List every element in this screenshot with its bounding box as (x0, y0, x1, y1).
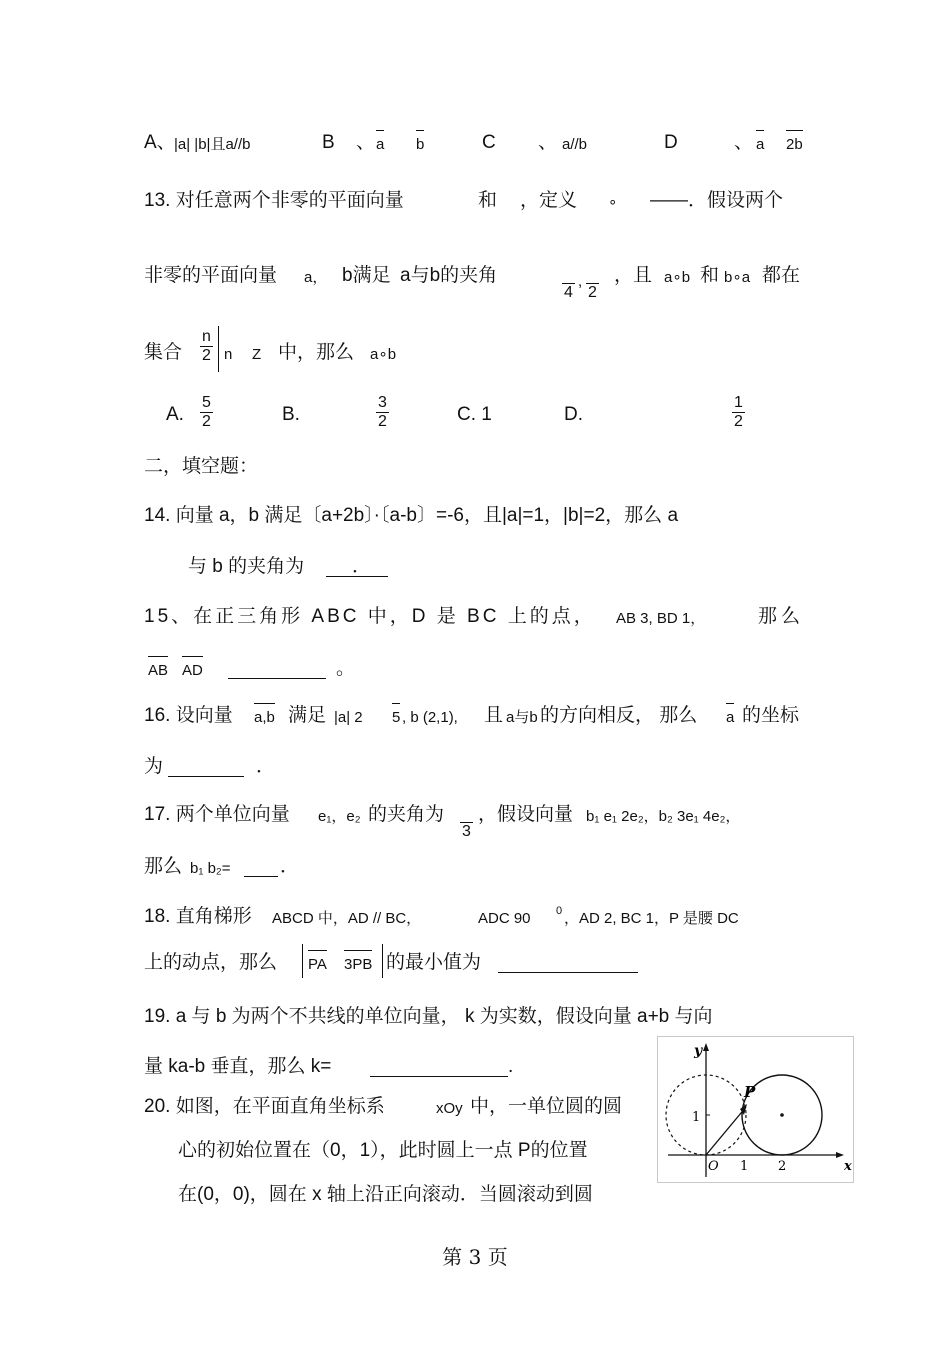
rolling-circle-figure (657, 1036, 854, 1183)
q16-a-and-b: a与b (506, 709, 538, 726)
q12-option-d-vector-a: a (756, 130, 764, 158)
q13-line3-fraction-den: 2 (202, 347, 211, 364)
q12-option-d-vector-2b: 2b (786, 130, 803, 158)
q12-option-b-vector-b: b (416, 130, 424, 158)
y-axis-label: y (694, 1043, 703, 1059)
q18-lengths-and-p: ，AD 2, BC 1，P 是腰 DC (564, 910, 739, 927)
q17-vectors-b1-b2: b₁ e₁ 2e₂，b₂ 3e₁ 4e₂， (586, 808, 741, 825)
q13-line1-text-a: 13. 对任意两个非零的平面向量 (144, 190, 404, 211)
q16-line2-text: 为 (144, 756, 164, 777)
q18-answer-blank (498, 950, 638, 973)
x-tick-label-2: 2 (778, 1159, 787, 1174)
page-number-footer: 第 3 页 (442, 1245, 508, 1269)
y-unit-label: 1 (692, 1110, 701, 1125)
q19-line2-text: 量 ka-b 垂直，那么 k= (144, 1056, 332, 1077)
q13-line1-text-e: ——．假设两个 (650, 190, 784, 211)
section-fill-in-heading: 二，填空题： (144, 456, 259, 477)
q20-line1-text-a: 20. 如图，在平面直角坐标系 (144, 1096, 385, 1117)
q15-line2-end: 。 (336, 658, 356, 679)
q13-option-d-den: 2 (734, 413, 743, 430)
q12-option-c-label: C (482, 132, 496, 153)
q19-answer-blank (370, 1054, 508, 1077)
q12-option-d-sep: 、 (734, 132, 754, 153)
q16-line2-end: ． (256, 756, 276, 777)
q13-line2-vector-a: a， (304, 269, 328, 286)
q19-line2-end: . (508, 1056, 514, 1077)
q13-option-b-num: 3 (378, 394, 387, 411)
q15-vector-ab: AB (148, 656, 168, 684)
q12-option-b-vector-a: a (376, 130, 384, 158)
q13-option-a-den: 2 (202, 413, 211, 430)
q16-vector-b-value: , b (2,1), (402, 709, 458, 726)
q13-line2-text-d: ，且 (614, 265, 653, 286)
q20-coordinate-system: xOy (436, 1100, 463, 1117)
op-segment (706, 1107, 746, 1155)
q13-line1-text-b: 和 (478, 190, 498, 211)
q13-line3-set-bar (218, 326, 219, 372)
q13-line2-text-c: a与b的夹角 (400, 265, 498, 286)
q13-line2-fraction-2-num (586, 265, 599, 284)
q13-line3-fraction-num: n (202, 328, 211, 345)
q13-line2-a-op-b: a∘b (664, 269, 691, 286)
q13-option-a-num: 5 (202, 394, 211, 411)
q16-line1-text-a: 16. 设向量 (144, 705, 233, 726)
q12-option-c-sep: 、 (538, 132, 558, 153)
q13-line3-z: Z (252, 346, 262, 363)
q13-option-c-label: C. 1 (457, 404, 492, 425)
q13-option-a-fraction (200, 394, 213, 431)
q15-answer-blank (228, 656, 326, 679)
q17-line2-end: ． (280, 856, 300, 877)
q20-line-2: 心的初始位置在（0，1），此时圆上一点 P的位置 (178, 1140, 588, 1161)
q17-angle-num (460, 804, 473, 823)
q17-unit-vectors: e₁，e₂ (318, 808, 361, 825)
q13-option-d-label: D. (564, 404, 583, 425)
q20-line-3: 在(0，0)，圆在 x 轴上沿正向滚动．当圆滚动到圆 (178, 1184, 593, 1205)
q13-line3-text-d: 中，那么 (278, 342, 355, 363)
q18-vector-pa: PA (308, 950, 327, 978)
q14-line-1: 14. 向量 a，b 满足〔a+2b〕·〔a-b〕=-6，且|a|=1，|b|=2，那么 a (144, 505, 679, 526)
q13-line1-operator: ∘ (608, 194, 618, 211)
point-p-label: P (744, 1083, 756, 1101)
q17-product-b1-b2: b₁ b₂= (190, 860, 231, 877)
q13-option-b-den: 2 (378, 413, 387, 430)
q15-line1-text-c: 那么 (758, 606, 805, 627)
q13-line2-b-op-a: b∘a (724, 269, 751, 286)
q17-answer-blank (244, 854, 278, 877)
q13-option-b-fraction (376, 394, 389, 431)
q16-magnitude-a: |a| 2 (334, 709, 363, 726)
q12-option-b-sep: 、 (356, 132, 376, 153)
q13-line3-fraction (200, 328, 213, 365)
q18-vector-3pb: 3PB (344, 950, 372, 978)
q12-option-d-label: D (664, 132, 678, 153)
q16-line1-text-c: 满足 (288, 705, 327, 726)
q13-line2-text-b: b满足 (342, 265, 391, 286)
q13-option-b-label: B. (282, 404, 300, 425)
q13-option-d-fraction (732, 394, 745, 431)
q16-line1-text-g: 且 (484, 705, 504, 726)
y-axis-arrow (703, 1043, 709, 1051)
q16-vectors-ab: a,b (254, 703, 275, 731)
q17-line1-text-a: 17. 两个单位向量 (144, 804, 290, 825)
q18-line1-text-a: 18. 直角梯形 (144, 906, 252, 927)
q17-angle-den: 3 (462, 823, 471, 840)
q13-line2-text-h: 都在 (762, 265, 801, 286)
q17-line1-text-d: ，假设向量 (478, 804, 574, 825)
q13-option-d-num: 1 (734, 394, 743, 411)
q18-angle-adc: ADC 90 (478, 910, 531, 927)
q13-line3-text-a: 集合 (144, 342, 183, 363)
rolling-circle-diagram (658, 1037, 853, 1182)
q12-option-a-label: A、 (144, 132, 176, 153)
q18-line2-text-a: 上的动点，那么 (144, 952, 278, 973)
q13-line2-text-f: 和 (700, 265, 720, 286)
q13-line2-fraction-2 (586, 265, 599, 302)
q14-line2-end: ． (352, 556, 372, 577)
q13-line2-fraction-1-den: 4 (564, 284, 573, 301)
q13-option-a-label: A. (166, 404, 184, 425)
q13-line2-fraction-2-den: 2 (588, 284, 597, 301)
q13-line2-fraction-1 (562, 265, 575, 302)
q16-sqrt-5: 5 (392, 703, 400, 731)
q16-answer-blank (168, 754, 244, 777)
q15-line1-condition: AB 3, BD 1， (616, 610, 706, 627)
q18-abs-right-bar (382, 944, 383, 978)
q12-option-a-condition: |a| |b|且a//b (174, 136, 251, 153)
q15-line1-text-a: 15、在正三角形 ABC 中，D 是 BC 上的点， (144, 606, 596, 627)
q13-line3-n: n (224, 346, 233, 363)
q18-trapezoid-text: ABCD 中，AD // BC， (272, 910, 422, 927)
q17-line2-text: 那么 (144, 856, 183, 877)
q13-line2-fraction-1-num (562, 265, 575, 284)
q16-line1-text-k: 的坐标 (742, 705, 800, 726)
q18-abs-left-bar (302, 944, 303, 978)
q13-line2-text-a: 非零的平面向量 (144, 265, 278, 286)
q13-line3-a-op-b: a∘b (370, 346, 397, 363)
q20-line1-text-c: 中，一单位圆的圆 (470, 1096, 623, 1117)
q12-option-b-label: B (322, 132, 335, 153)
q16-line1-text-i: 的方向相反， 那么 (540, 705, 698, 726)
q15-vector-ad: AD (182, 656, 203, 684)
q14-line2-text: 与 b 的夹角为 (188, 556, 305, 577)
q13-line1-text-c: ，定义 (520, 190, 578, 211)
x-axis-label: x (844, 1159, 852, 1174)
q13-line2-comma: , (578, 273, 583, 290)
x-tick-label-1: 1 (740, 1159, 749, 1174)
q12-option-c-condition: a//b (562, 136, 588, 153)
x-axis-arrow (836, 1152, 844, 1158)
circle-center-dot (780, 1113, 784, 1117)
q18-angle-degree: 0 (556, 905, 563, 917)
q18-line2-text-d: 的最小值为 (386, 952, 482, 973)
q16-vector-a: a (726, 703, 734, 731)
q17-angle-fraction (460, 804, 473, 841)
q17-line1-text-c: 的夹角为 (368, 804, 445, 825)
origin-label: O (708, 1159, 719, 1174)
q19-line-1: 19. a 与 b 为两个不共线的单位向量， k 为实数，假设向量 a+b 与向 (144, 1006, 713, 1027)
